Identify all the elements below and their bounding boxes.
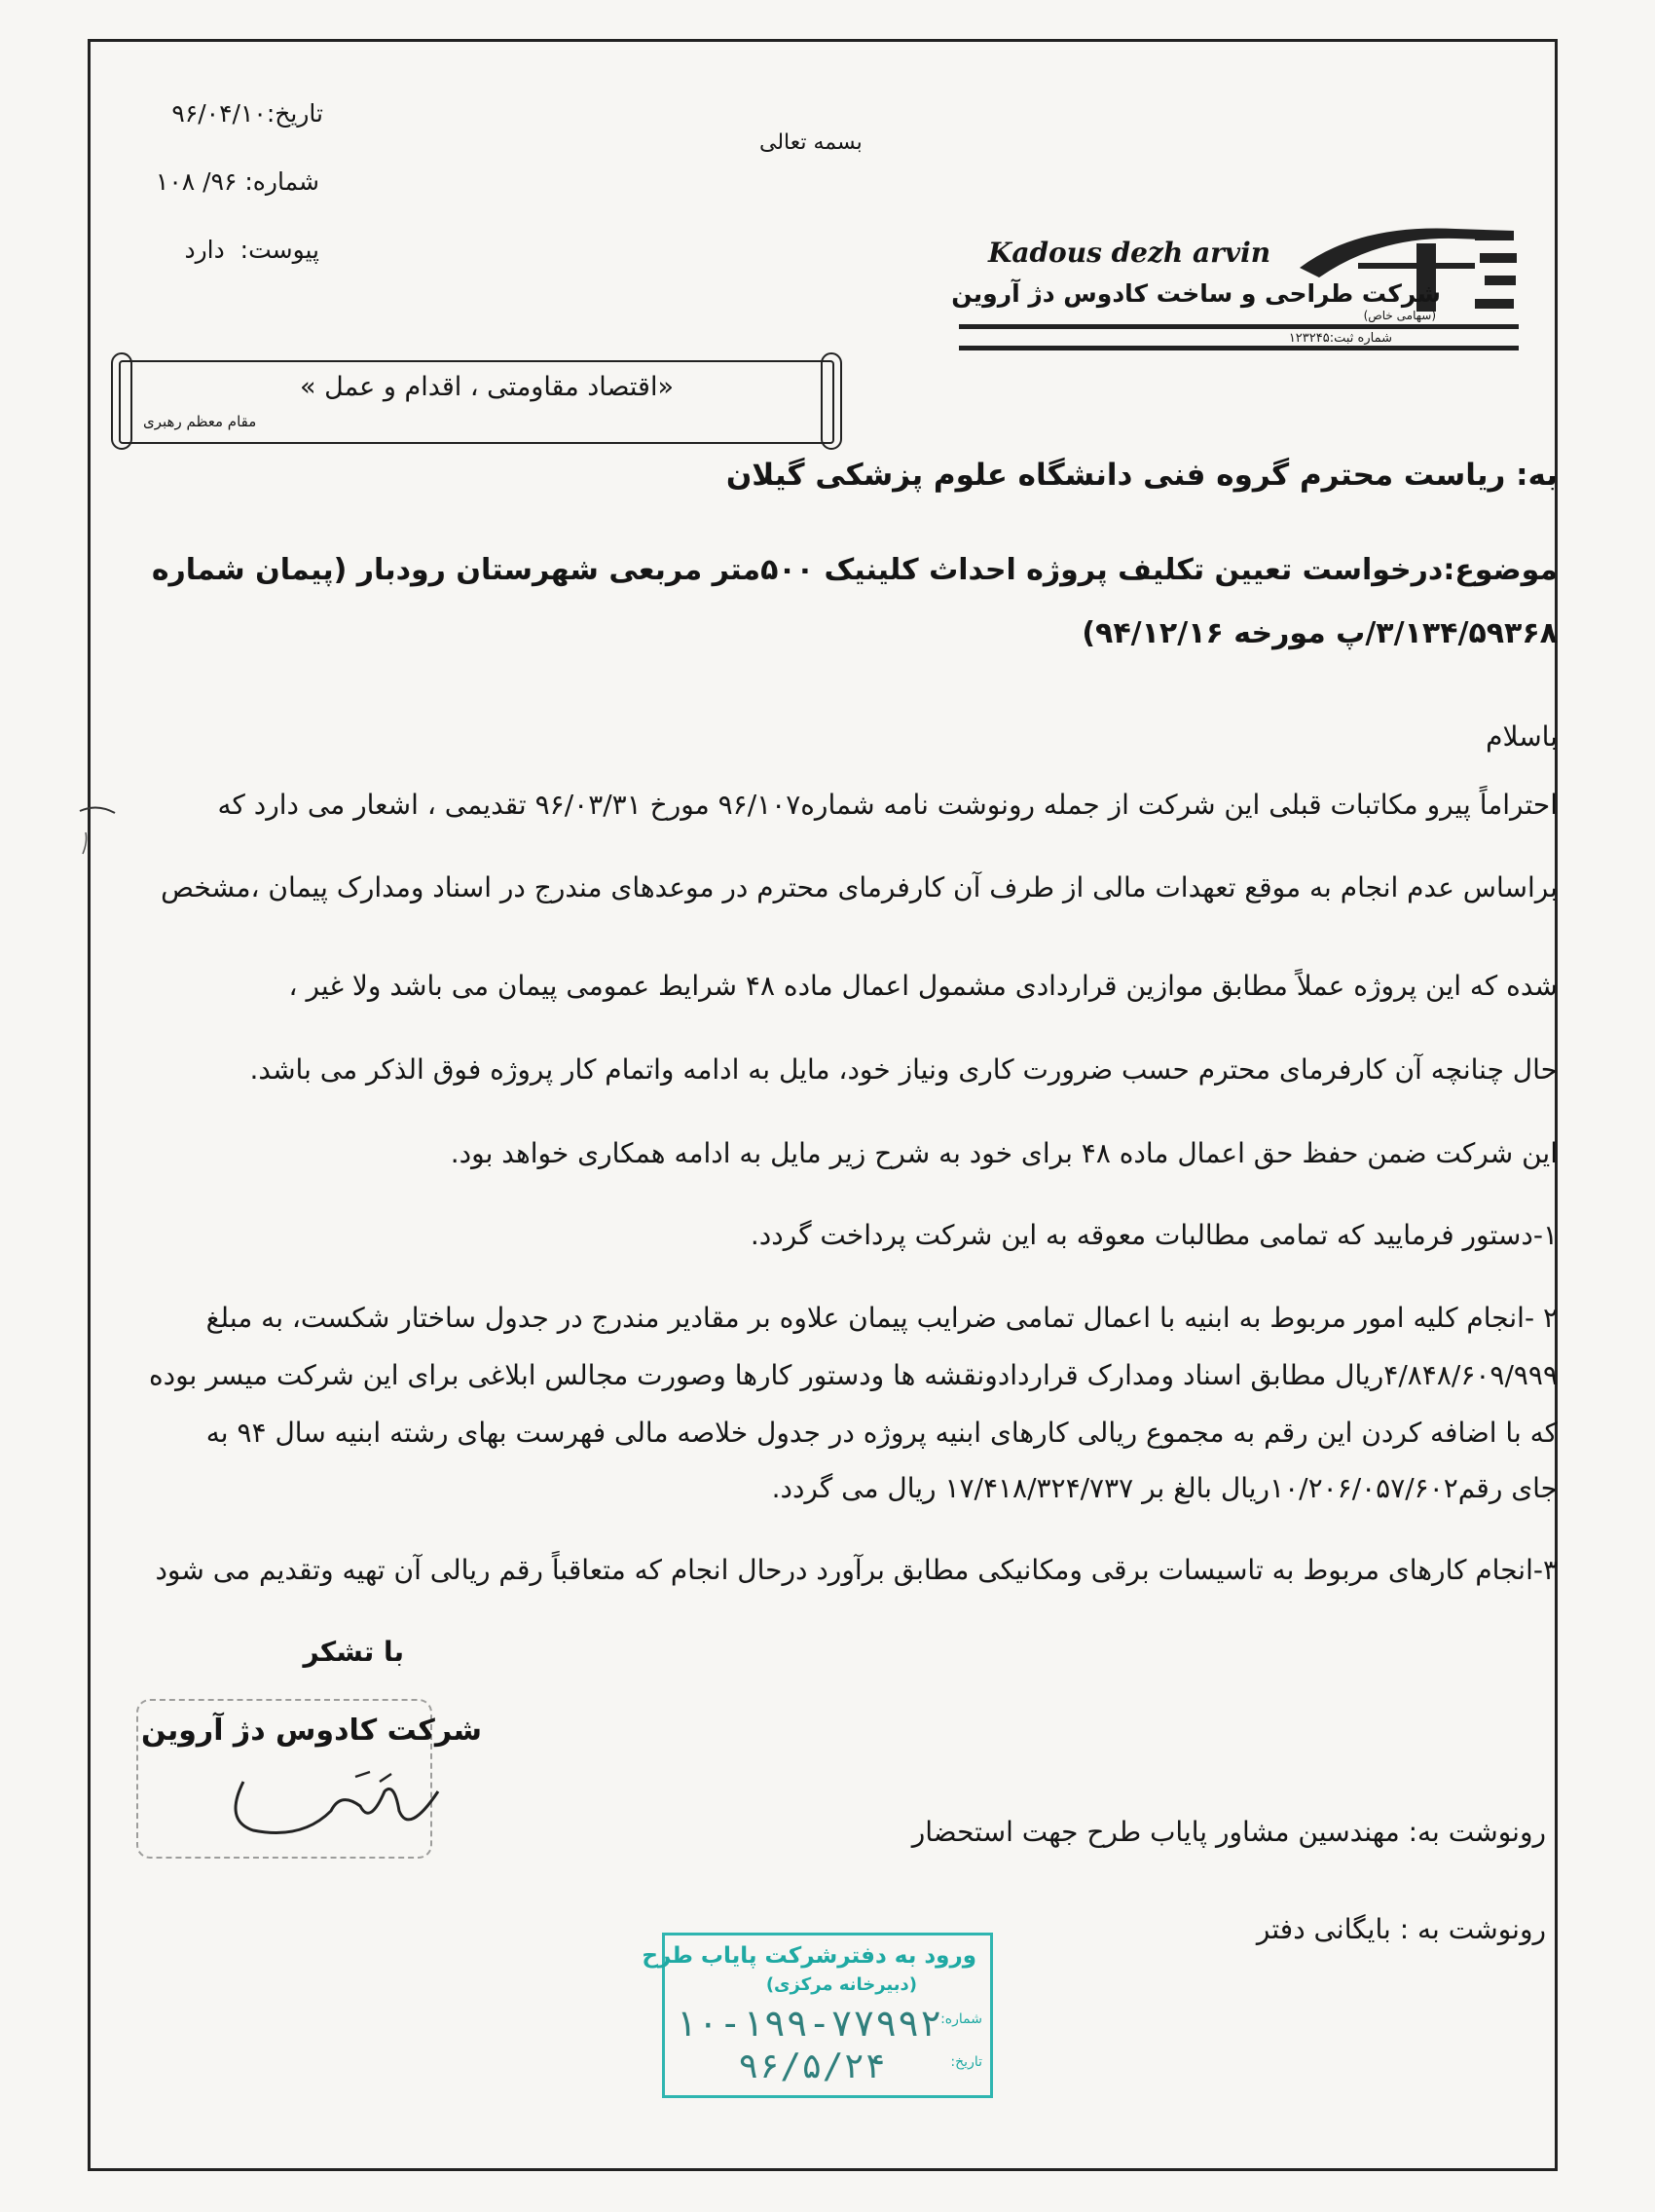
attachment-value: دارد bbox=[184, 236, 225, 264]
paragraph-line: احتراماً پیرو مکاتبات قبلی این شرکت از جمله رونوشت نامه شماره۹۶/۱۰۷ مورخ ۹۶/۰۳/۳۱ تقدیمی ، اشعار می دارد که bbox=[217, 789, 1558, 821]
logo-rule bbox=[959, 346, 1519, 350]
handwritten-signature bbox=[214, 1752, 467, 1860]
logo-rule bbox=[959, 324, 1519, 329]
attachment-label: پیوست: bbox=[239, 236, 319, 264]
slogan-scroll bbox=[119, 352, 834, 450]
slogan-attribution: مقام معظم رهبری bbox=[143, 413, 257, 430]
number-row bbox=[156, 169, 319, 194]
stamp-number-value: ۱۰-۱۹۹-۷۷۹۹۲ bbox=[675, 2002, 942, 2045]
logo-registration: شماره ثبت:۱۲۳۲۴۵ bbox=[1288, 331, 1392, 346]
subject-line-1: موضوع:درخواست تعیین تکلیف پروژه احداث کلینیک ۵۰۰متر مربعی شهرستان رودبار (پیمان شماره bbox=[151, 553, 1558, 587]
list-item-2-line: جای رقم۱۰/۲۰۶/۰۵۷/۶۰۲ریال بالغ بر ۱۷/۴۱۸/۳۲۴/۷۳۷ ریال می گردد. bbox=[771, 1472, 1558, 1504]
attachment-row bbox=[184, 238, 319, 262]
stamp-number-label: شماره: bbox=[940, 2011, 982, 2027]
company-logo bbox=[951, 209, 1524, 360]
greeting: باسلام bbox=[1486, 720, 1558, 753]
date-value: ۹۶/۰۴/۱۰ bbox=[171, 99, 267, 128]
registry-stamp bbox=[642, 1933, 993, 2098]
bismillah: بسمه تعالی bbox=[759, 130, 863, 155]
paragraph-line: براساس عدم انجام به موقع تعهدات مالی از طرف آن کارفرمای محترم در موعدهای مندرج در اسناد ومدارک پیمان ،مشخص bbox=[161, 871, 1558, 903]
logo-name-en: Kadous dezh arvin bbox=[988, 237, 1271, 269]
recipient-line: به: ریاست محترم گروه فنی دانشگاه علوم پزشکی گیلان bbox=[725, 458, 1558, 493]
punch-hole-mark bbox=[78, 803, 117, 862]
list-item-1: ۱-دستور فرمایید که تمامی مطالبات معوقه به این شرکت پرداخت گردد. bbox=[750, 1219, 1558, 1251]
list-item-2-line: ۴/۸۴۸/۶۰۹/۹۹۹ریال مطابق اسناد ومدارک قراردادونقشه ها ودستور کارها وصورت مجالس ابلاغی برای این شرکت میسر بوده bbox=[148, 1359, 1558, 1391]
paragraph-line: شده که این پروژه عملاً مطابق موازین قراردادی مشمول اعمال ماده ۴۸ شرایط عمومی پیمان می باشد ولا غیر ، bbox=[288, 970, 1558, 1002]
list-item-3: ۳-انجام کارهای مربوط به تاسیسات برقی ومکانیکی مطابق برآورد درحال انجام که متعاقباً رقم ریالی آن تهیه وتقدیم می شود bbox=[155, 1554, 1558, 1586]
closing-thanks: با تشکر bbox=[303, 1636, 404, 1668]
signatory-company: شرکت کادوس دژ آروین bbox=[141, 1714, 482, 1748]
stamp-date-label: تاریخ: bbox=[950, 2054, 982, 2070]
date-row bbox=[171, 101, 323, 126]
slogan-text: «اقتصاد مقاومتی ، اقدام و عمل » bbox=[300, 372, 674, 402]
stamp-subtitle: (دبیرخانه مرکزی) bbox=[765, 1974, 917, 1995]
paragraph-line: حال چنانچه آن کارفرمای محترم حسب ضرورت کاری ونیاز خود، مایل به ادامه واتمام کار پروژه فوق الذکر می باشد. bbox=[249, 1053, 1558, 1086]
stamp-date-value: ۹۶/۵/۲۴ bbox=[738, 2046, 886, 2086]
cc-line-2: رونوشت به : بایگانی دفتر bbox=[1256, 1913, 1546, 1945]
logo-subtitle: (سهامی خاص) bbox=[1363, 309, 1436, 322]
subject-line-2: ۳/۱۳۴/۵۹۳۶۸/پ مورخه ۹۴/۱۲/۱۶) bbox=[1082, 616, 1558, 650]
cc-line-1: رونوشت به: مهندسین مشاور پایاب طرح جهت استحضار bbox=[911, 1816, 1546, 1848]
list-item-2-line: ۲ -انجام کلیه امور مربوط به ابنیه با اعمال تمامی ضرایب پیمان علاوه بر مقادیر مندرج در جدول ساختار شکست، به مبلغ bbox=[205, 1302, 1558, 1334]
date-label: تاریخ: bbox=[266, 99, 323, 128]
number-value: ۹۶/ ۱۰۸ bbox=[155, 167, 238, 196]
stamp-title: ورود به دفترشرکت پایاب طرح bbox=[642, 1943, 976, 1969]
logo-name-fa: شرکت طراحی و ساخت کادوس دژ آروین bbox=[951, 279, 1441, 308]
number-label: شماره: bbox=[244, 167, 319, 196]
scroll-curl-right bbox=[821, 352, 842, 450]
list-item-2-line: که با اضافه کردن این رقم به مجموع ریالی کارهای ابنیه پروژه در جدول خلاصه مالی فهرست بهای رشته ابنیه سال ۹۴ به bbox=[205, 1417, 1558, 1449]
paragraph-line: این شرکت ضمن حفظ حق اعمال ماده ۴۸ برای خود به شرح زیر مایل به ادامه همکاری خواهد بود. bbox=[450, 1137, 1558, 1169]
